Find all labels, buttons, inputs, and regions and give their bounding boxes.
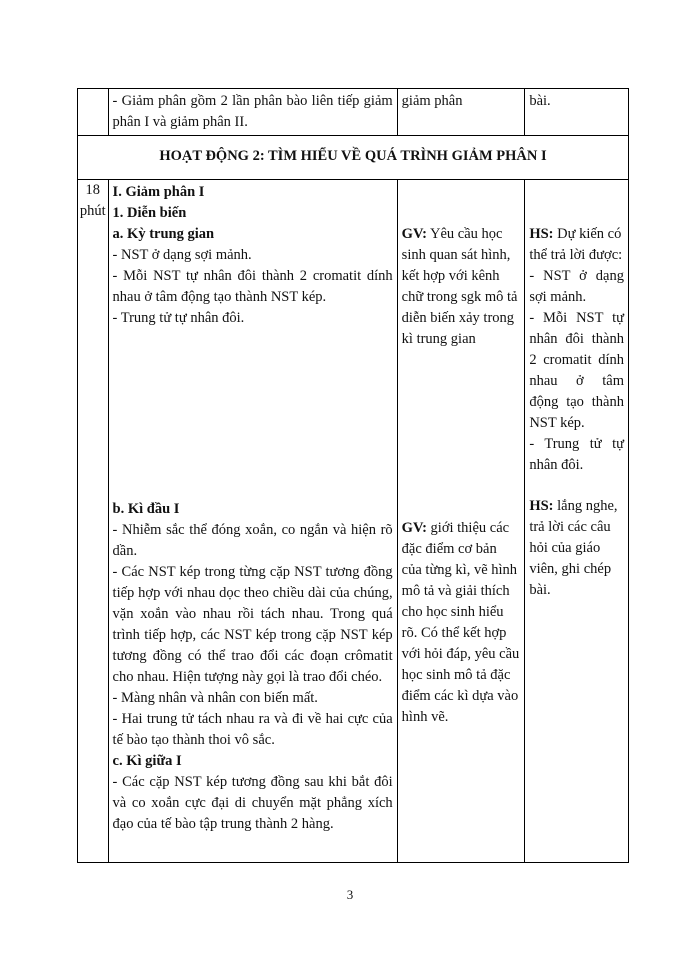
- metaphase-title: c. Kì giữa I: [112, 753, 182, 769]
- gv-text: Yêu cầu học sinh quan sát hình, kết hợp với kênh chữ trong sgk mô tả diễn biến xảy trong kì trung gian: [401, 226, 518, 347]
- time-cell-empty: [78, 89, 109, 136]
- metaphase-line: - Các cặp NST kép tương đồng sau khi bắt đôi và co xoắn cực đại di chuyển mặt phẳng xích đạo của tế bào tập trung thành 2 hàng.: [112, 774, 393, 832]
- student-cell: [525, 180, 629, 863]
- gv-label: GV:: [401, 520, 427, 536]
- prophase-line: - Hai trung tử tách nhau ra và đi về hai cực của tế bào tạo thành thoi vô sắc.: [112, 711, 393, 748]
- prophase-line: - Màng nhân và nhân con biến mất.: [112, 690, 318, 706]
- content-cell: [108, 180, 397, 863]
- teacher-note-phases: [402, 518, 521, 728]
- student-cell-prev: bài.: [525, 89, 629, 136]
- subsection-title: 1. Diễn biến: [112, 205, 187, 221]
- student-note-interphase: [529, 224, 624, 476]
- page-number: 3: [346, 887, 354, 902]
- hs-text: Dự kiến có thể trả lời được:: [529, 226, 623, 263]
- hs-line: - Mỗi NST tự nhân đôi thành 2 cromatit dính nhau ở tâm động tạo thành NST kép.: [529, 310, 624, 431]
- student-note-phases: [529, 496, 624, 601]
- table-row-heading: [78, 136, 629, 180]
- time-unit: phút: [79, 203, 106, 219]
- interphase-line: - Trung tử tự nhân đôi.: [112, 310, 245, 326]
- lesson-table: [77, 88, 629, 863]
- hs-line: - NST ở dạng sợi mảnh.: [529, 268, 624, 305]
- interphase-line: - NST ở dạng sợi mảnh.: [112, 247, 252, 263]
- hs-label: HS:: [529, 226, 554, 242]
- table-row-main: [78, 180, 629, 863]
- interphase-title: a. Kỳ trung gian: [112, 226, 215, 242]
- hs-label: HS:: [529, 498, 554, 514]
- interphase-line: - Mỗi NST tự nhân đôi thành 2 cromatit dính nhau ở tâm động tạo thành NST kép.: [112, 268, 393, 305]
- time-cell: [78, 180, 109, 863]
- time-value: 18: [85, 182, 101, 198]
- teacher-cell-prev: giảm phân: [397, 89, 525, 136]
- table-row-previous: [78, 89, 629, 136]
- teacher-note-interphase: [402, 224, 521, 350]
- content-cell-prev: - Giảm phân gồm 2 lần phân bào liên tiếp giảm phân I và giảm phân II.: [108, 89, 397, 136]
- prophase-line: - Nhiễm sắc thể đóng xoắn, co ngắn và hiện rõ dần.: [112, 522, 393, 559]
- prophase-line: - Các NST kép trong từng cặp NST tương đồng tiếp hợp với nhau dọc theo chiều dài của chúng, vặn xoắn vào nhau rồi tách nhau. Trong quá trình tiếp hợp, các NST kép trong cặp NST kép tương đồng có thể trao đổi các đoạn crômatit cho nhau. Hiện tượng này gọi là trao đổi chéo.: [112, 564, 393, 685]
- hs-text: lắng nghe, trả lời các câu hỏi của giáo viên, ghi chép bài.: [529, 498, 618, 598]
- activity-heading: HOẠT ĐỘNG 2: TÌM HIỂU VỀ QUÁ TRÌNH GIẢM PHÂN I: [78, 136, 629, 180]
- gv-text: giới thiệu các đặc điểm cơ bản của từng kì, vẽ hình mô tả và giải thích cho học sinh hiểu rõ. Có thể kết hợp với hỏi đáp, yêu cầu học sinh mô tả đặc điểm các kì dựa vào hình vẽ.: [401, 520, 520, 725]
- gv-label: GV:: [401, 226, 427, 242]
- teacher-cell: [397, 180, 525, 863]
- hs-line: - Trung tử tự nhân đôi.: [529, 436, 624, 473]
- section-title: I. Giảm phân I: [112, 184, 205, 200]
- prophase-title: b. Kì đầu I: [112, 501, 180, 517]
